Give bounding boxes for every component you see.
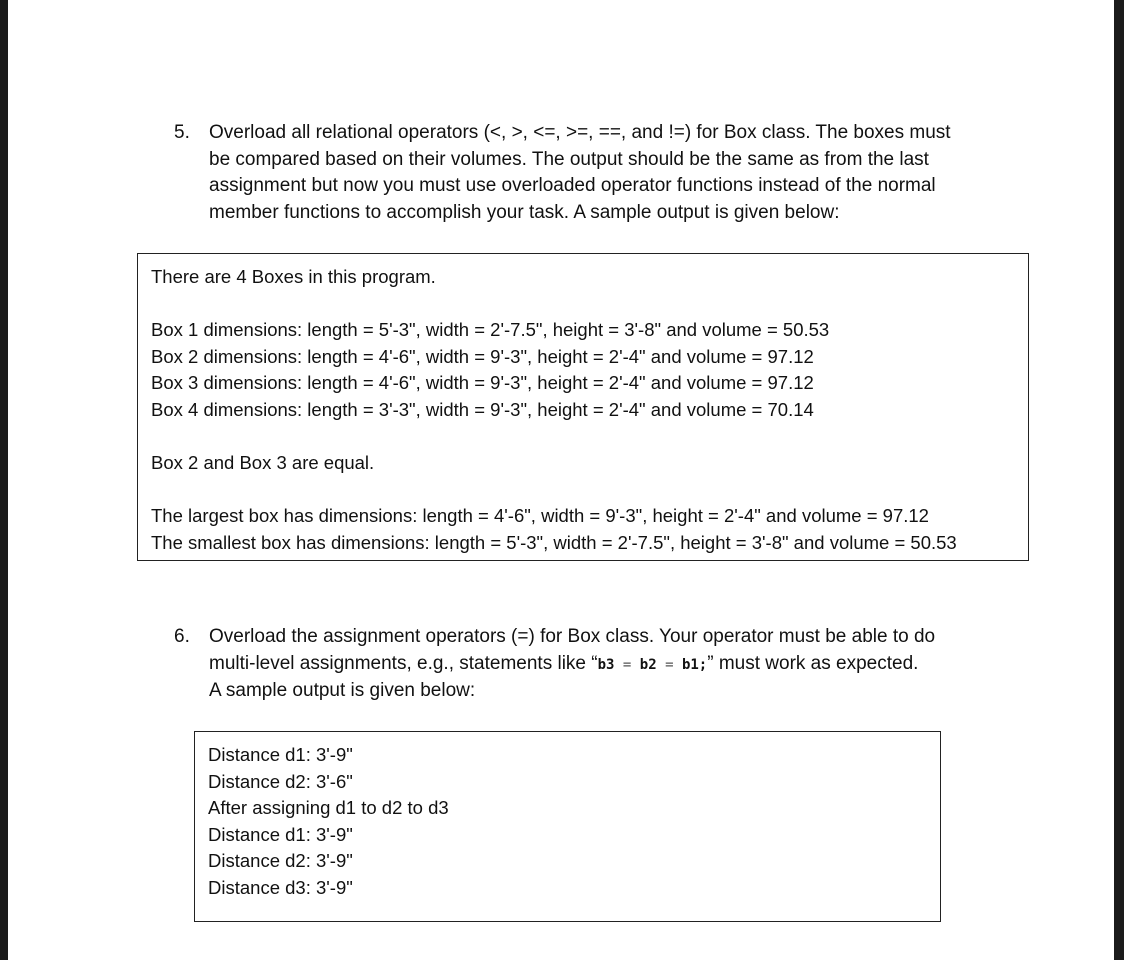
question-5-line: be compared based on their volumes. The output should be the same as from the last <box>209 148 929 170</box>
output-distance-line: Distance d1: 3'-9" <box>208 823 353 845</box>
sample-output-box-1 <box>137 253 1029 561</box>
question-5-line: member functions to accomplish your task. A sample output is given below: <box>209 201 840 223</box>
output-distance-line: Distance d2: 3'-6" <box>208 770 353 792</box>
output-box-line: Box 2 dimensions: length = 4'-6", width = 9'-3", height = 2'-4" and volume = 97.12 <box>151 345 814 367</box>
question-6-line: multi-level assignments, e.g., statements like “b3 = b2 = b1;” must work as expected. <box>209 652 919 674</box>
output-distance-line: Distance d2: 3'-9" <box>208 850 353 872</box>
sample-output-box-2 <box>194 731 941 922</box>
question-5-line: assignment but now you must use overloaded operator functions instead of the normal <box>209 175 936 196</box>
code-snippet: b3 = b2 = b1; <box>597 656 708 673</box>
question-6-line: A sample output is given below: <box>209 680 476 701</box>
question-6-line: Overload the assignment operators (=) for Box class. Your operator must be able to do <box>209 626 936 647</box>
output-distance-line: Distance d1: 3'-9" <box>208 744 353 765</box>
output-distance-line: After assigning d1 to d2 to d3 <box>208 797 449 819</box>
output-intro: There are 4 Boxes in this program. <box>151 266 436 287</box>
output-equal-line: Box 2 and Box 3 are equal. <box>151 452 375 474</box>
output-distance-line: Distance d3: 3'-9" <box>208 876 353 898</box>
question-6-number: 6. <box>174 626 190 647</box>
question-6 <box>174 624 1074 706</box>
question-5-number: 5. <box>174 122 190 143</box>
question-6-text <box>209 624 935 705</box>
output-smallest-line: The smallest box has dimensions: length = 5'-3", width = 2'-7.5", height = 3'-8" and volume = 50.53 <box>151 531 957 553</box>
output-box-line: Box 3 dimensions: length = 4'-6", width = 9'-3", height = 2'-4" and volume = 97.12 <box>151 372 814 394</box>
question-5-text <box>209 120 951 226</box>
output-box-line: Box 1 dimensions: length = 5'-3", width = 2'-7.5", height = 3'-8" and volume = 50.53 <box>151 319 830 341</box>
question-5-line: Overload all relational operators (<, >, <=, >=, ==, and !=) for Box class. The boxes must <box>209 122 951 143</box>
output-largest-line: The largest box has dimensions: length = 4'-6", width = 9'-3", height = 2'-4" and volume = 97.12 <box>151 505 929 527</box>
question-5 <box>174 120 1074 230</box>
document-page <box>8 0 1114 960</box>
output-box-line: Box 4 dimensions: length = 3'-3", width = 9'-3", height = 2'-4" and volume = 70.14 <box>151 398 814 420</box>
